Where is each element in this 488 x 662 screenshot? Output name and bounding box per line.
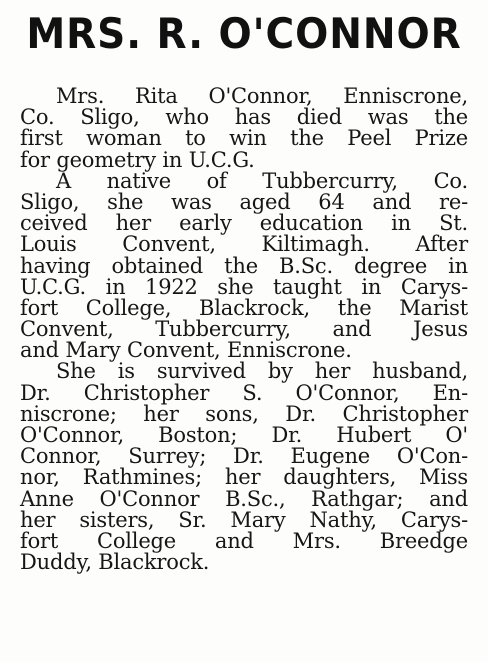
- text-line: Duddy, Blackrock.: [20, 550, 210, 575]
- text-line: Louis Convent, Kiltimagh. After: [20, 232, 468, 257]
- text-line: Co. Sligo, who has died was the: [20, 105, 468, 130]
- text-line: and Mary Convent, Enniscrone.: [20, 338, 352, 363]
- text-line: Convent, Tubbercurry, and Jesus: [20, 317, 468, 342]
- text-line: U.C.G. in 1922 she taught in Carys-: [20, 274, 468, 299]
- text-line: A native of Tubbercurry, Co.: [56, 168, 468, 193]
- text-line: Connor, Surrey; Dr. Eugene O'Con-: [20, 444, 468, 469]
- text-line: having obtained the B.Sc. degree in: [20, 253, 468, 278]
- text-line: Sligo, she was aged 64 and re-: [20, 189, 468, 214]
- text-line: She is survived by her husband,: [56, 359, 468, 384]
- text-line: nor, Rathmines; her daughters, Miss: [20, 465, 468, 490]
- paragraph-2: [20, 168, 468, 363]
- text-line: O'Connor, Boston; Dr. Hubert O': [20, 423, 468, 447]
- text-line: fort College, Blackrock, the Marist: [20, 295, 468, 320]
- text-line: her sisters, Sr. Mary Nathy, Carys-: [20, 507, 468, 532]
- headline: MRS. R. O'CONNOR: [26, 9, 462, 58]
- paragraph-3: [20, 361, 468, 573]
- text-line: niscrone; her sons, Dr. Christopher: [20, 401, 468, 426]
- text-line: for geometry in U.C.G.: [20, 147, 255, 172]
- text-line: Dr. Christopher S. O'Connor, En-: [20, 380, 468, 405]
- text-line: first woman to win the Peel Prize: [20, 126, 468, 151]
- article-body: [20, 86, 468, 573]
- text-line: ceived her early education in St.: [20, 211, 468, 236]
- paragraph-1: [20, 86, 468, 171]
- text-line: Mrs. Rita O'Connor, Enniscrone,: [56, 84, 468, 108]
- text-line: fort College and Mrs. Breedge: [20, 528, 468, 553]
- text-line: Anne O'Connor B.Sc., Rathgar; and: [20, 486, 468, 511]
